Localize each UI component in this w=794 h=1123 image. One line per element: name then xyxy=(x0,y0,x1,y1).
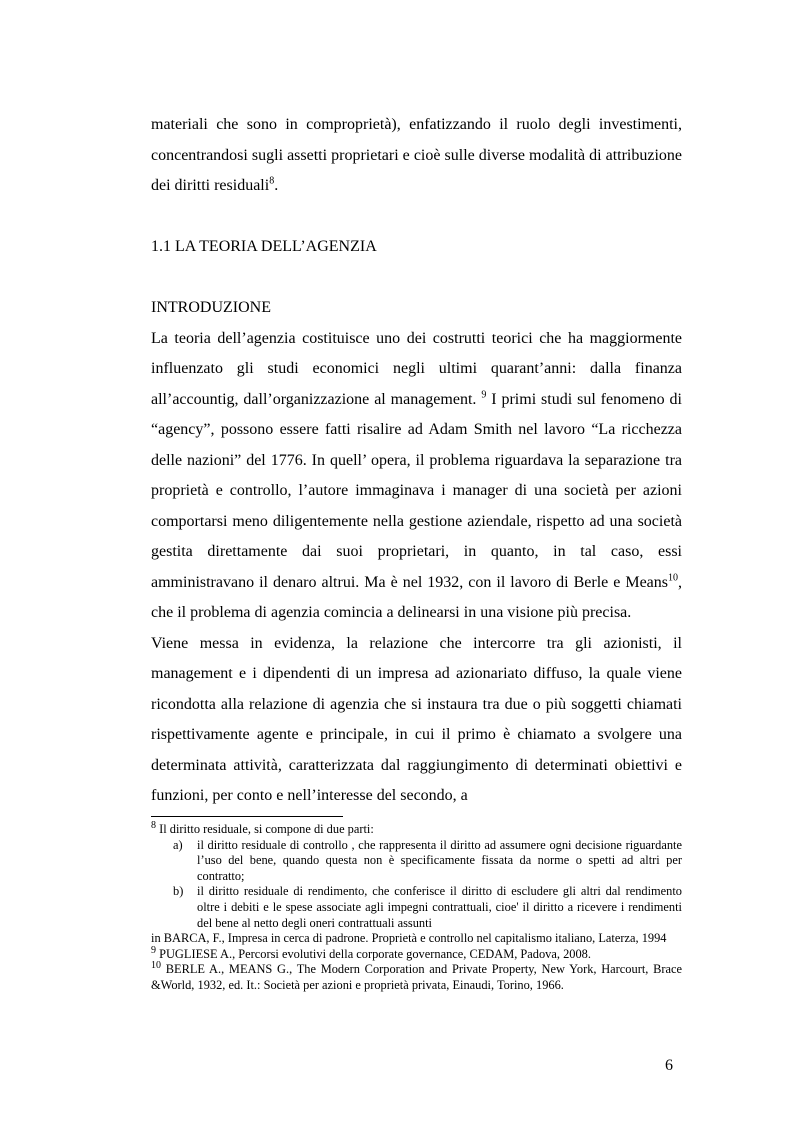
paragraph-text: La teoria dell’agenzia costituisce uno dei costrutti teorici che ha maggiormente influenzato gli studi economici negli ultimi quarant’anni: dalla finanza all’accountig, dall’organizzazione al management. xyxy=(151,329,682,408)
intro-continuation-text: materiali che sono in comproprietà), enfatizzando il ruolo degli investimenti, concentrandosi sugli assetti proprietari e cioè sulle diverse modalità di attribuzione dei diritti residuali xyxy=(151,116,682,194)
footnote-10 xyxy=(151,962,682,993)
footnote-list-item xyxy=(151,838,682,885)
footnote-ref-8[interactable]: 8 xyxy=(269,175,275,187)
footnotes xyxy=(151,819,682,994)
agency-relation-paragraph: Viene messa in evidenza, la relazione che intercorre tra gli azionisti, il management e i dipendenti di un impresa ad azionariato diffuso, la quale viene ricondotta alla relazione di agenzia che si instaura tra due o più soggetti chiamati rispettivamente agente e principale, in cui il primo è chiamato a svolgere una determinata attività, caratterizzata dal raggiungimento di determinati obiettivi e funzioni, per conto e nell’interesse del secondo, a xyxy=(151,634,682,804)
intro-continuation-end: . xyxy=(274,177,279,194)
footnote-9 xyxy=(151,944,682,963)
list-item-text: il diritto residuale di controllo , che rappresenta il diritto ad assumere ogni decisione riguardante l’uso del bene, quando questa non è specificamente fissata da norme o spetti ad altri per contratto; xyxy=(197,837,682,883)
footnote-8-source: in BARCA, F., Impresa in cerca di padrone. Proprietà e controllo nel capitalismo italiano, Laterza, 1994 xyxy=(151,931,667,946)
footnote-divider xyxy=(151,816,343,817)
paragraph-text: , che il problema di agenzia comincia a delinearsi in una visione più precisa. xyxy=(151,573,682,621)
agency-theory-paragraph xyxy=(151,324,682,629)
footnote-text: Il diritto residuale, si compone di due parti: xyxy=(156,822,374,836)
paragraph-text: I primi studi sul fenomeno di “agency”, possono essere fatti risalire ad Adam Smith nel lavoro “La ricchezza delle nazioni” del 1776. In quell’ opera, il problema riguardava la separazione tra proprietà e controllo, l’autore immaginava i manager di una società per azioni comportarsi meno diligentemente nella gestione aziendale, rispetto ad una società gestita direttamente dai suoi proprietari, in quanto, in tal caso, essi amministravano il denaro altrui. Ma è nel 1932, con il lavoro di Berle e Means xyxy=(151,390,683,591)
footnote-text: PUGLIESE A., Percorsi evolutivi della corporate governance, CEDAM, Padova, 2008. xyxy=(156,946,591,961)
section-heading: 1.1 LA TEORIA DELL’AGENZIA xyxy=(151,238,377,255)
main-text xyxy=(151,110,682,812)
list-item-text: il diritto residuale di rendimento, che conferisce il diritto di escludere gli altri dal rendimento oltre i debiti e le spese associate agli impegni contrattuali, cioe' il diritto a ricevere i rendimenti del bene al netto degli oneri contrattuali assunti xyxy=(197,884,682,930)
list-marker: a) xyxy=(173,837,183,852)
footnote-number: 10 xyxy=(151,960,161,972)
footnote-list-item xyxy=(151,884,682,931)
spacer xyxy=(151,202,682,233)
footnote-8 xyxy=(151,819,682,838)
list-marker: b) xyxy=(173,884,184,899)
intro-continuation-paragraph xyxy=(151,110,682,202)
footnote-ref-10[interactable]: 10 xyxy=(668,572,678,584)
footnote-ref-9[interactable]: 9 xyxy=(481,389,487,401)
subsection-heading: INTRODUZIONE xyxy=(151,299,271,316)
page-number: 6 xyxy=(665,1057,673,1074)
footnote-number: 8 xyxy=(151,819,156,831)
footnote-number: 9 xyxy=(151,944,156,956)
footnote-text: BERLE A., MEANS G., The Modern Corporation and Private Property, New York, Harcourt, Brace &World, 1932, ed. It.: Società per azioni e proprietà privata, Einaudi, Torino, 1966. xyxy=(151,962,682,992)
spacer xyxy=(151,263,682,294)
